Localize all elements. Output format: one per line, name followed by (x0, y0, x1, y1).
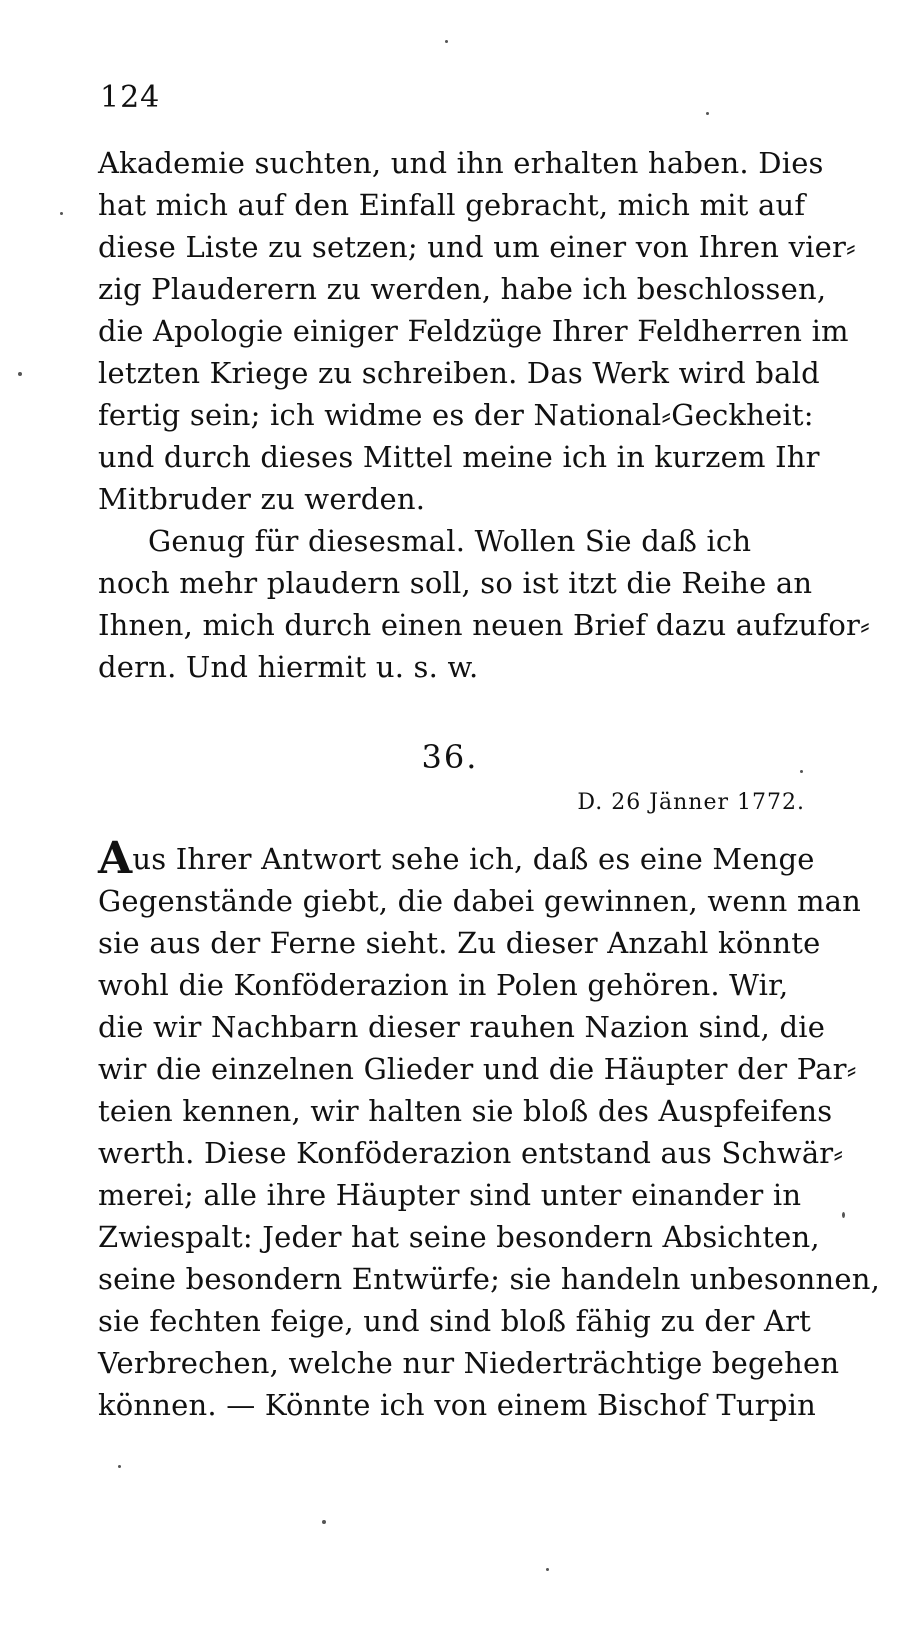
text-line: die Apologie einiger Feldzüge Ihrer Feldherren im (98, 314, 849, 348)
text-line: wohl die Konföderazion in Polen gehören. Wir, (98, 968, 789, 1002)
letter-body (98, 833, 881, 1426)
text-line: Ihnen, mich durch einen neuen Brief dazu aufzufor⸗ (98, 608, 870, 642)
text-line: diese Liste zu setzen; und um einer von Ihren vier⸗ (98, 230, 856, 264)
text-line: wir die einzelnen Glieder und die Häupter der Par⸗ (98, 1052, 857, 1086)
text-line: letzten Kriege zu schreiben. Das Werk wird bald (98, 356, 820, 390)
letter-dateline: D. 26 Jänner 1772. (577, 790, 805, 815)
scan-speck (322, 1520, 326, 1524)
text-line: zig Plauderern zu werden, habe ich beschlossen, (98, 272, 827, 306)
paragraph-continuation (98, 142, 856, 520)
scan-speck (706, 112, 709, 115)
scan-speck (60, 212, 63, 215)
text-line: werth. Diese Konföderazion entstand aus Schwär⸗ (98, 1136, 844, 1170)
letter-number: 36. (421, 738, 479, 776)
text-line: hat mich auf den Einfall gebracht, mich mit auf (98, 188, 806, 222)
scan-speck (546, 1568, 549, 1571)
scan-speck (18, 372, 22, 376)
text-line: Genug für diesesmal. Wollen Sie daß ich (148, 524, 752, 558)
text-line: fertig sein; ich widme es der National⸗Geckheit: (98, 398, 814, 432)
text-line: seine besondern Entwürfe; sie handeln unbesonnen, (98, 1262, 881, 1296)
page-number: 124 (100, 80, 161, 115)
text-line: merei; alle ihre Häupter sind unter einander in (98, 1178, 802, 1212)
text-line: sie fechten feige, und sind bloß fähig zu der Art (98, 1304, 812, 1338)
text-line-first (98, 833, 818, 884)
scan-speck (842, 1212, 845, 1218)
drop-cap: A (98, 833, 133, 884)
paragraph-closing (98, 520, 870, 688)
scan-speck (445, 40, 448, 43)
text-line: und durch dieses Mittel meine ich in kurzem Ihr (98, 440, 820, 474)
scan-speck (800, 770, 803, 773)
text-line: Gegenstände giebt, die dabei gewinnen, wenn man (98, 884, 862, 918)
text-line: Mitbruder zu werden. (98, 482, 426, 516)
first-line-text: us Ihrer Antwort sehe ich, daß es eine Menge (132, 842, 815, 876)
text-line: Verbrechen, welche nur Niederträchtige begehen (98, 1346, 840, 1380)
text-line: noch mehr plaudern soll, so ist itzt die Reihe an (98, 566, 813, 600)
text-line: teien kennen, wir halten sie bloß des Auspfeifens (98, 1094, 833, 1128)
text-line: Zwiespalt: Jeder hat seine besondern Absichten, (98, 1220, 820, 1254)
text-line: dern. Und hiermit u. s. w. (98, 650, 479, 684)
text-line: können. — Könnte ich von einem Bischof Turpin (98, 1388, 816, 1422)
text-line: Akademie suchten, und ihn erhalten haben. Dies (98, 146, 824, 180)
text-line: die wir Nachbarn dieser rauhen Nazion sind, die (98, 1010, 826, 1044)
scan-speck (118, 1465, 121, 1468)
text-line: sie aus der Ferne sieht. Zu dieser Anzahl könnte (98, 926, 821, 960)
